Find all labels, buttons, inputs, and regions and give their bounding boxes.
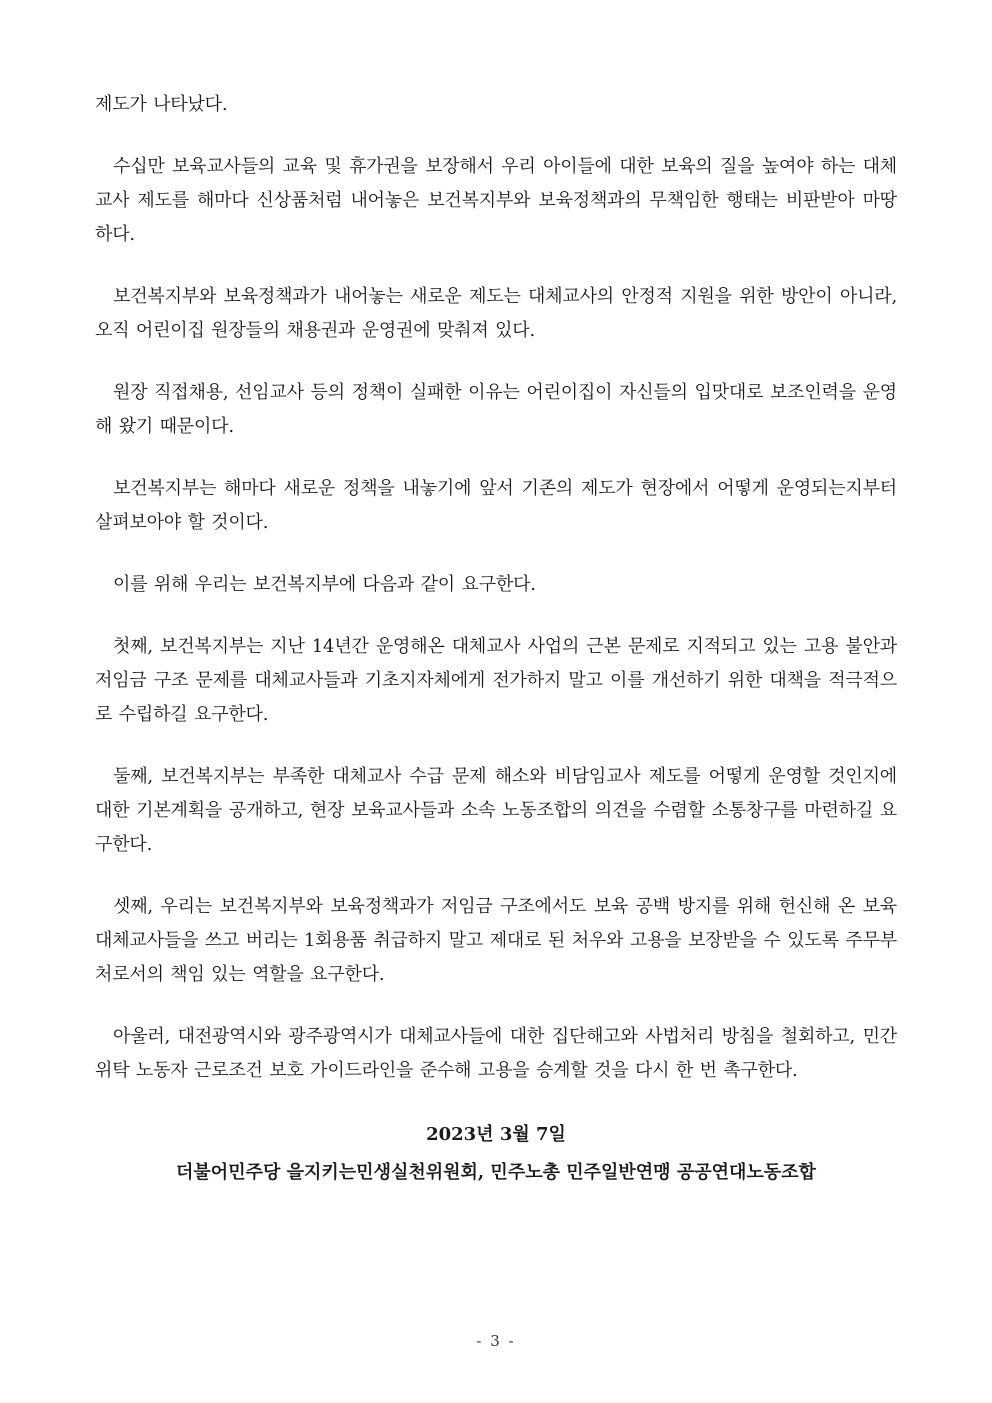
signing-organizations: 더불어민주당 을지키는민생실천위원회, 민주노총 민주일반연맹 공공연대노동조합 (176, 1162, 816, 1183)
document-date: 2023년 3월 7일 (426, 1124, 566, 1145)
signature-block (95, 1116, 897, 1192)
page-number: - 3 - (476, 1332, 516, 1350)
paragraph-criticism: 수십만 보육교사들의 교육 및 휴가권을 보장해서 우리 아이들에 대한 보육의 질을 높여야 하는 대체교사 제도를 해마다 신상품처럼 내어놓은 보건복지부와 보육정책과의 무책임한 행태는 비판받아 마땅하다. (95, 156, 897, 245)
paragraph-review: 보건복지부는 해마다 새로운 정책을 내놓기에 앞서 기존의 제도가 현장에서 어떻게 운영되는지부터 살펴보아야 할 것이다. (95, 478, 897, 533)
document-body (95, 88, 897, 1192)
paragraph-demand-first: 첫째, 보건복지부는 지난 14년간 운영해온 대체교사 사업의 근본 문제로 지적되고 있는 고용 불안과 저임금 구조 문제를 대체교사들과 기초지자체에게 전가하지 말고 이를 개선하기 위한 대책을 적극적으로 수립하길 요구한다. (95, 636, 897, 725)
paragraph-new-system: 보건복지부와 보육정책과가 내어놓는 새로운 제도는 대체교사의 안정적 지원을 위한 방안이 아니라, 오직 어린이집 원장들의 채용권과 운영권에 맞춰져 있다. (95, 286, 897, 341)
paragraph-demand-intro: 이를 위해 우리는 보건복지부에 다음과 같이 요구한다. (113, 574, 536, 595)
paragraph-demand-second: 둘째, 보건복지부는 부족한 대체교사 수급 문제 해소와 비담임교사 제도를 어떻게 운영할 것인지에 대한 기본계획을 공개하고, 현장 보육교사들과 소속 노동조합의 의견을 수렴할 소통창구를 마련하길 요구한다. (95, 766, 897, 855)
paragraph-closing-urge: 아울러, 대전광역시와 광주광역시가 대체교사들에 대한 집단해고와 사법처리 방침을 철회하고, 민간위탁 노동자 근로조건 보호 가이드라인을 준수해 고용을 승계할 것을 다시 한 번 촉구한다. (95, 1026, 897, 1081)
paragraph-policy-failure: 원장 직접채용, 선임교사 등의 정책이 실패한 이유는 어린이집이 자신들의 입맛대로 보조인력을 운영해 왔기 때문이다. (95, 382, 897, 437)
paragraph-demand-third: 셋째, 우리는 보건복지부와 보육정책과가 저임금 구조에서도 보육 공백 방지를 위해 헌신해 온 보육대체교사들을 쓰고 버리는 1회용품 취급하지 말고 제대로 된 처우와 고용을 보장받을 수 있도록 주무부처로서의 책임 있는 역할을 요구한다. (95, 896, 897, 985)
paragraph-continuation: 제도가 나타났다. (95, 94, 228, 115)
